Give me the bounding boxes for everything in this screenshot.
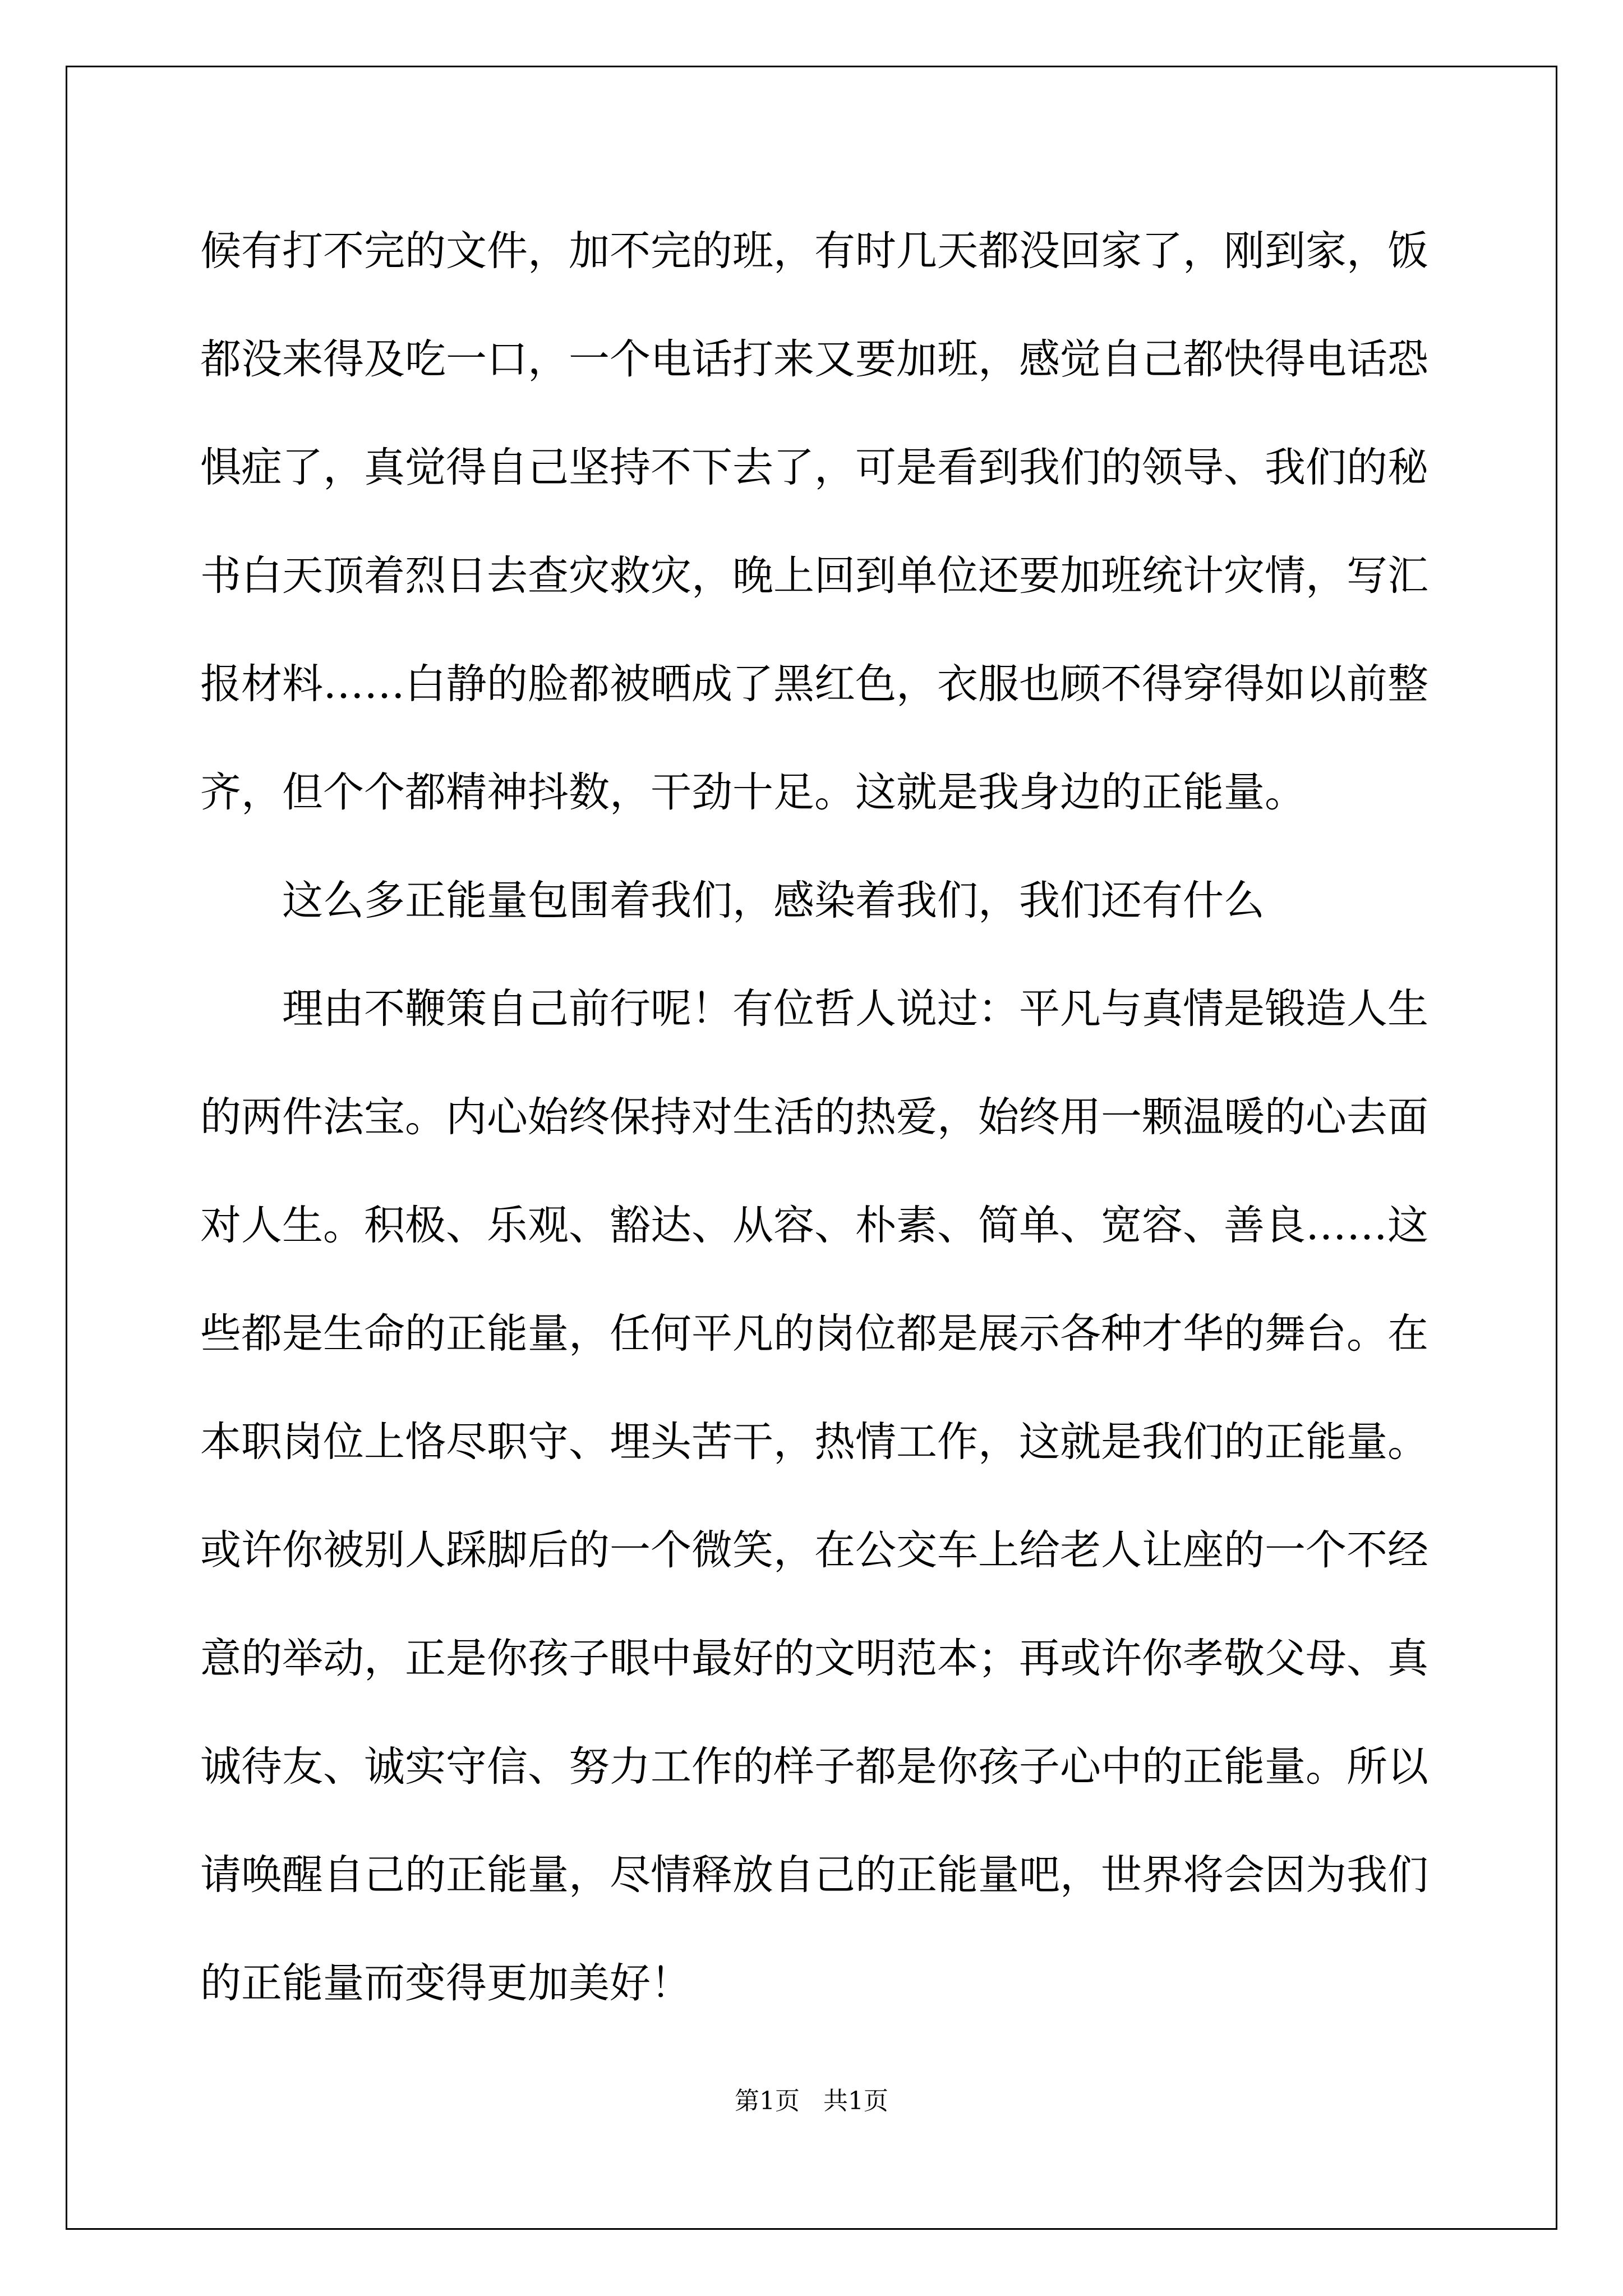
text-line: 诚待友、诚实守信、努力工作的样子都是你孩子心中的正能量。所以 bbox=[200, 1743, 1428, 1791]
text-line: 候有打不完的文件，加不完的班，有时几天都没回家了，刚到家，饭 bbox=[200, 227, 1428, 275]
text-line: 对人生。积极、乐观、豁达、从容、朴素、简单、宽容、善良……这 bbox=[200, 1202, 1428, 1249]
text-line: 的两件法宝。内心始终保持对生活的热爱，始终用一颗温暖的心去面 bbox=[200, 1093, 1428, 1141]
text-line: 齐，但个个都精神抖数，干劲十足。这就是我身边的正能量。 bbox=[200, 769, 1306, 816]
text-line: 书白天顶着烈日去查灾救灾，晚上回到单位还要加班统计灾情，写汇 bbox=[200, 552, 1428, 600]
page-number-footer: 第1页 共1页 bbox=[735, 2087, 888, 2115]
text-line: 或许你被别人踩脚后的一个微笑，在公交车上给老人让座的一个不经 bbox=[200, 1526, 1428, 1574]
text-line: 报材料……白静的脸都被晒成了黑红色，衣服也顾不得穿得如以前整 bbox=[200, 660, 1428, 708]
text-line: 惧症了，真觉得自己坚持不下去了，可是看到我们的领导、我们的秘 bbox=[200, 444, 1428, 491]
text-line: 请唤醒自己的正能量，尽情释放自己的正能量吧，世界将会因为我们 bbox=[200, 1851, 1428, 1899]
text-line: 这么多正能量包围着我们，感染着我们，我们还有什么 bbox=[282, 877, 1265, 924]
text-line: 的正能量而变得更加美好！ bbox=[200, 1959, 691, 2007]
text-line: 都没来得及吃一口，一个电话打来又要加班，感觉自己都快得电话恐 bbox=[200, 335, 1428, 383]
text-line: 本职岗位上恪尽职守、埋头苦干，热情工作，这就是我们的正能量。 bbox=[200, 1418, 1428, 1466]
text-line: 意的举动，正是你孩子眼中最好的文明范本；再或许你孝敬父母、真 bbox=[200, 1635, 1428, 1682]
text-line: 理由不鞭策自己前行呢！有位哲人说过：平凡与真情是锻造人生 bbox=[282, 985, 1428, 1033]
text-line: 些都是生命的正能量，任何平凡的岗位都是展示各种才华的舞台。在 bbox=[200, 1310, 1428, 1358]
